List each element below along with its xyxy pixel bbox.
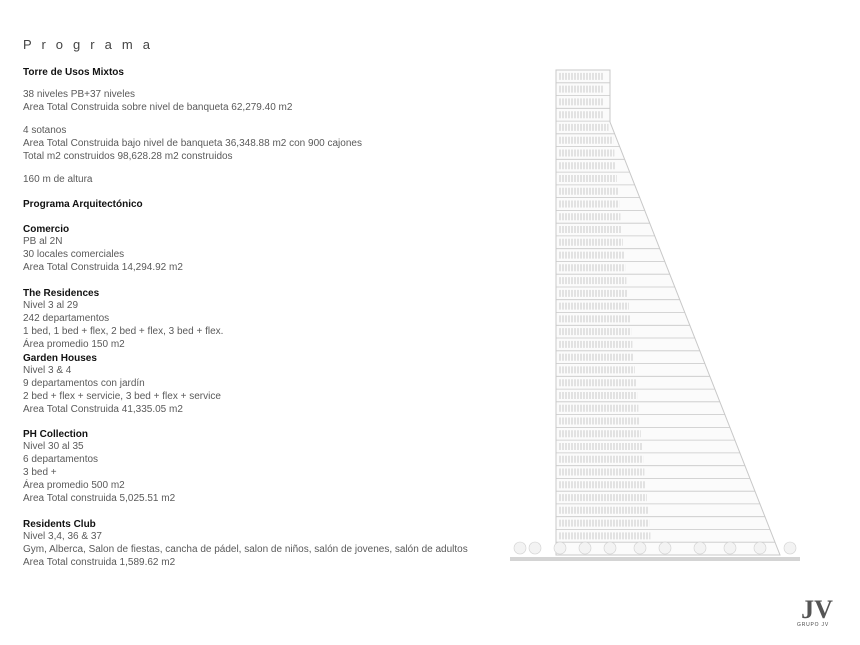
text-line: 2 bed + flex + servicie, 3 bed + flex + service — [23, 390, 221, 402]
text-line: Area Total construida 5,025.51 m2 — [23, 493, 176, 505]
text-line: Nivel 3,4, 36 & 37 — [23, 530, 102, 542]
tree-icon — [579, 542, 591, 554]
heading-residences: The Residences — [23, 288, 100, 300]
tree-icon — [604, 542, 616, 554]
text-line: Área promedio 500 m2 — [23, 480, 125, 492]
text-line: Area Total Construida bajo nivel de banqueta 36,348.88 m2 con 900 cajones — [23, 137, 362, 149]
heading-garden: Garden Houses — [23, 352, 97, 364]
text-line: 6 departamentos — [23, 454, 99, 466]
text-line: 3 bed + — [23, 467, 57, 479]
text-line: Gym, Alberca, Salon de fiestas, cancha de pádel, salon de niños, salón de jovenes, salón de adultos — [23, 543, 468, 555]
text-line: Área promedio 150 m2 — [23, 338, 125, 350]
heading-torre: Torre de Usos Mixtos — [23, 67, 124, 78]
heading-programa: Programa Arquitectónico — [23, 199, 143, 211]
text-line: Area Total Construida 14,294.92 m2 — [23, 262, 183, 274]
heading-comercio: Comercio — [23, 224, 70, 236]
text-line: 4 sotanos — [23, 124, 67, 136]
tree-icon — [694, 542, 706, 554]
text-line: Nivel 3 al 29 — [23, 300, 79, 312]
tree-icon — [784, 542, 796, 554]
text-line: Area Total construida 1,589.62 m2 — [23, 556, 176, 568]
heading-club: Residents Club — [23, 518, 96, 530]
tree-icon — [634, 542, 646, 554]
tree-icon — [659, 542, 671, 554]
text-line: 30 locales comerciales — [23, 249, 125, 261]
page-title: P r o g r a m a — [23, 37, 154, 52]
text-line: 9 departamentos con jardín — [23, 377, 145, 389]
tree-icon — [529, 542, 541, 554]
ground-line — [510, 557, 800, 561]
heading-ph: PH Collection — [23, 429, 89, 441]
logo-caption: GRUPO JV — [797, 622, 829, 628]
text-line: 160 m de altura — [23, 173, 93, 185]
text-line: PB al 2N — [23, 236, 63, 248]
tree-icon — [754, 542, 766, 554]
text-line: 1 bed, 1 bed + flex, 2 bed + flex, 3 bed + flex. — [23, 325, 224, 337]
text-line: 38 niveles PB+37 niveles — [23, 89, 136, 100]
tree-icon — [554, 542, 566, 554]
text-line: Nivel 30 al 35 — [23, 441, 84, 453]
text-line: Total m2 construidos 98,628.28 m2 construidos — [23, 150, 233, 162]
tree-icon — [724, 542, 736, 554]
text-line: Nivel 3 & 4 — [23, 364, 72, 376]
text-line: 242 departamentos — [23, 313, 110, 325]
text-line: Area Total Construida 41,335.05 m2 — [23, 403, 183, 415]
text-line: Area Total Construida sobre nivel de banqueta 62,279.40 m2 — [23, 101, 293, 113]
logo-mark: JV — [801, 595, 833, 624]
tree-icon — [514, 542, 526, 554]
